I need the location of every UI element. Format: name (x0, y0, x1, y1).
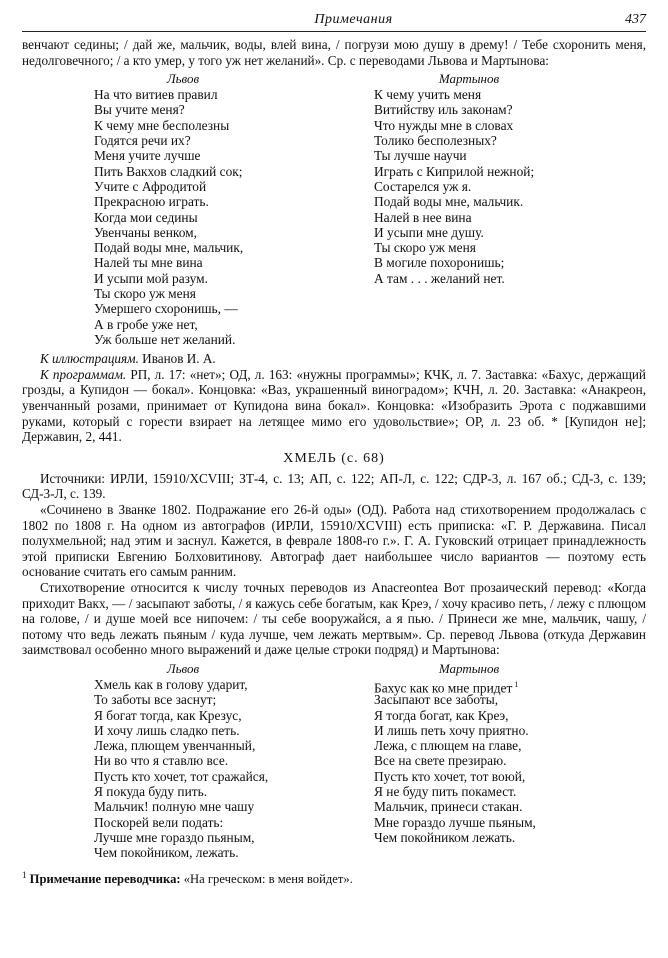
verse-line: И хочу лишь сладко петь. (94, 722, 240, 738)
verse-line: Поскорей вели подать: (94, 814, 224, 830)
verse-line: Налей ты мне вина (94, 255, 203, 271)
verse-line: Ты лучше научи (374, 148, 467, 164)
verse-line: Пусть кто хочет, тот сражайся, (94, 768, 269, 784)
verse-line: Засыпают все заботы, (374, 692, 499, 708)
verse-comparison-1 (22, 71, 646, 347)
verse-line: Мальчик! полную мне чашу (94, 799, 255, 815)
verse-line: К чему мне бесполезны (94, 117, 230, 133)
illustrations-label: К иллюстрациям. (40, 351, 139, 367)
verse-line: Когда мои седины (94, 209, 198, 225)
verse-line: К чему учить меня (374, 87, 482, 103)
verse-line: И лишь петь хочу приятно. (374, 722, 529, 738)
martynov-verse-2 (374, 677, 646, 845)
illustrations-note (22, 351, 646, 367)
verse-line: Я богат тогда, как Крезус, (94, 707, 242, 723)
martynov-title-2: Мартынов (438, 660, 500, 676)
page-header (22, 12, 646, 32)
verse-line: Лежа, плющем увенчанный, (94, 738, 256, 754)
verse-line: Учите с Афродитой (94, 178, 207, 194)
verse-line: Мне гораздо лучше пьяным, (374, 814, 536, 830)
verse-line: Мальчик, принеси стакан. (374, 799, 523, 815)
martynov-verse-1 (374, 87, 646, 286)
verse-line: Чем покойником лежать. (374, 829, 516, 845)
verse-line: Лучше мне гораздо пьяным, (94, 829, 255, 845)
lvov-verse-2 (94, 677, 334, 861)
programs-label: К программам. (40, 366, 127, 382)
verse-line: Толико бесполезных? (374, 133, 497, 149)
verse-comparison-2 (22, 661, 646, 861)
verse-line: Бахус как ко мне придет $^1$ (374, 679, 519, 696)
martynov-column-2 (334, 661, 646, 861)
verse-line: Ты скоро уж меня (374, 240, 476, 256)
verse-line: То заботы все заснут; (94, 692, 217, 708)
running-title: Примечания (314, 12, 393, 27)
programs-note (22, 367, 646, 445)
footnote-label: Примечание переводчика: (29, 872, 181, 887)
verse-line: Хмель как в голову ударит, (94, 676, 248, 692)
verse-line: И усыпи мне душу. (374, 224, 484, 240)
intro-paragraph: венчают седины; / дай же, мальчик, воды, влей вина, / погрузи мою душу в дрему! / Тебе схоронить меня, недолговечного; / а кто умер, у того уж нет желаний». Ср. с переводами Львова и Мартынова: (22, 37, 646, 68)
verse-line: Что нужды мне в словах (374, 117, 514, 133)
verse-line: Годятся речи их? (94, 133, 191, 149)
verse-line: Прекрасною играть. (94, 194, 209, 210)
programs-text: РП, л. 17: «нет»; ОД, л. 163: «нужны программы»; КЧК, л. 7. Заставка: «Бахус, держащий грозды, а Купидон — бокал». Концовка: «Ваз, украшенный виноградом»; КЧН, л. 20. Заставка: «Анакреон, увенчанный розами, принимает от Купидона вина бокал». Концовка: «Изобразить Эрота с поджавшими руками, который с горести взирает на летящее мимо его удовольствие»; ОР, л. 23 об. * [Купидон не]; Державин, 2, 441. (22, 366, 646, 445)
verse-line: На что витиев правил (94, 87, 218, 103)
verse-line: Состарелся уж я. (374, 178, 472, 194)
verse-line: Ни во что я ставлю все. (94, 753, 229, 769)
page-number: 437 (625, 12, 646, 27)
verse-line: Подай воды мне, мальчик, (94, 240, 244, 256)
verse-line: Налей в нее вина (374, 209, 472, 225)
lvov-column-1 (22, 71, 334, 347)
verse-line: А там . . . желаний нет. (374, 270, 505, 286)
footnote-mark: 1 (22, 870, 27, 881)
lvov-title-2: Львов (166, 660, 200, 676)
verse-line: Уж больше нет желаний. (94, 331, 236, 347)
lvov-verse-1 (94, 87, 334, 347)
footnote-ref: 1 (512, 679, 519, 689)
verse-line: Пусть кто хочет, тот воюй, (374, 768, 526, 784)
verse-line: И усыпи мой разум. (94, 270, 209, 286)
verse-line: Умершего схоронишь, — (94, 301, 238, 317)
verse-line: Я покуда буду пить. (94, 784, 208, 799)
lvov-column-2 (22, 661, 334, 861)
verse-line: Подай воды мне, мальчик. (374, 194, 524, 210)
verse-line: Чем покойником, лежать. (94, 845, 239, 861)
composed-paragraph: «Сочинено в Званке 1802. Подражание его 26-й оды» (ОД). Работа над стихотворением продолжалась с 1802 по 1808 г. На одном из автографов (ИРЛИ, 15910/XCVIII) есть приписка: «Г. Р. Державина. Писал полухмельной; над этим и заснул. Кажется, в феврале 1808-го г.». Г. А. Гуковский отрицает принадлежность этой приписки Евгению Болховитинову. Автограф дает наибольшее число вариантов — поэтому есть основание считать его самым ранним. (22, 501, 646, 580)
martynov-title-1: Мартынов (438, 71, 500, 87)
verse-line: Пить Вакхов сладкий сок; (94, 163, 243, 179)
verse-line: А в гробе уже нет, (94, 316, 198, 332)
verse-line: Лежа, с плющем на главе, (374, 738, 522, 754)
verse-line: В могиле похоронишь; (374, 255, 505, 271)
verse-line: Я не буду пить покамест. (374, 784, 517, 799)
verse-line: Я тогда богат, как Креэ, (374, 707, 509, 723)
footnote (22, 868, 646, 887)
footnote-text: «На греческом: в меня войдет». (183, 872, 353, 887)
sources-paragraph: Источники: ИРЛИ, 15910/XCVIII; ЗТ-4, с. 13; АП, с. 122; АП-Л, с. 122; СДР-3, л. 167 об.; СД-3, с. 139; СД-3-Л, с. 139. (22, 470, 646, 502)
illustrations-text: Иванов И. А. (142, 351, 216, 367)
verse-line: Ты скоро уж меня (94, 286, 196, 302)
verse-line: Играть с Киприлой нежной; (374, 163, 535, 179)
verse-line: Вы учите меня? (94, 102, 185, 118)
verse-line: Меня учите лучше (94, 148, 201, 164)
verse-line: Увенчаны венком, (94, 224, 197, 240)
verse-line: Все на свете презираю. (374, 753, 507, 769)
section-title: ХМЕЛЬ (с. 68) (283, 450, 385, 466)
translation-paragraph: Стихотворение относится к числу точных переводов из Anacreontea Вот прозаический перевод: «Когда приходит Вакх, — / засыпают заботы, / я кажусь себе богатым, как Креэ, / хочу красиво петь, / лежу с плющом на голове, / и душе моей все нипочем: / ты себе вооружайся, а я пью. / Принеси же мне, мальчик, чашу, / потому что ведь лежать пьяным / куда лучше, чем лежать мертвым». Ср. перевод Львова (откуда Державин заимствовал особенно много выражений и даже целые строки подряд) и Мартынова: (22, 579, 646, 658)
verse-line: Витийству иль законам? (374, 102, 513, 118)
lvov-title-1: Львов (166, 71, 200, 87)
martynov-column-1 (334, 71, 646, 347)
